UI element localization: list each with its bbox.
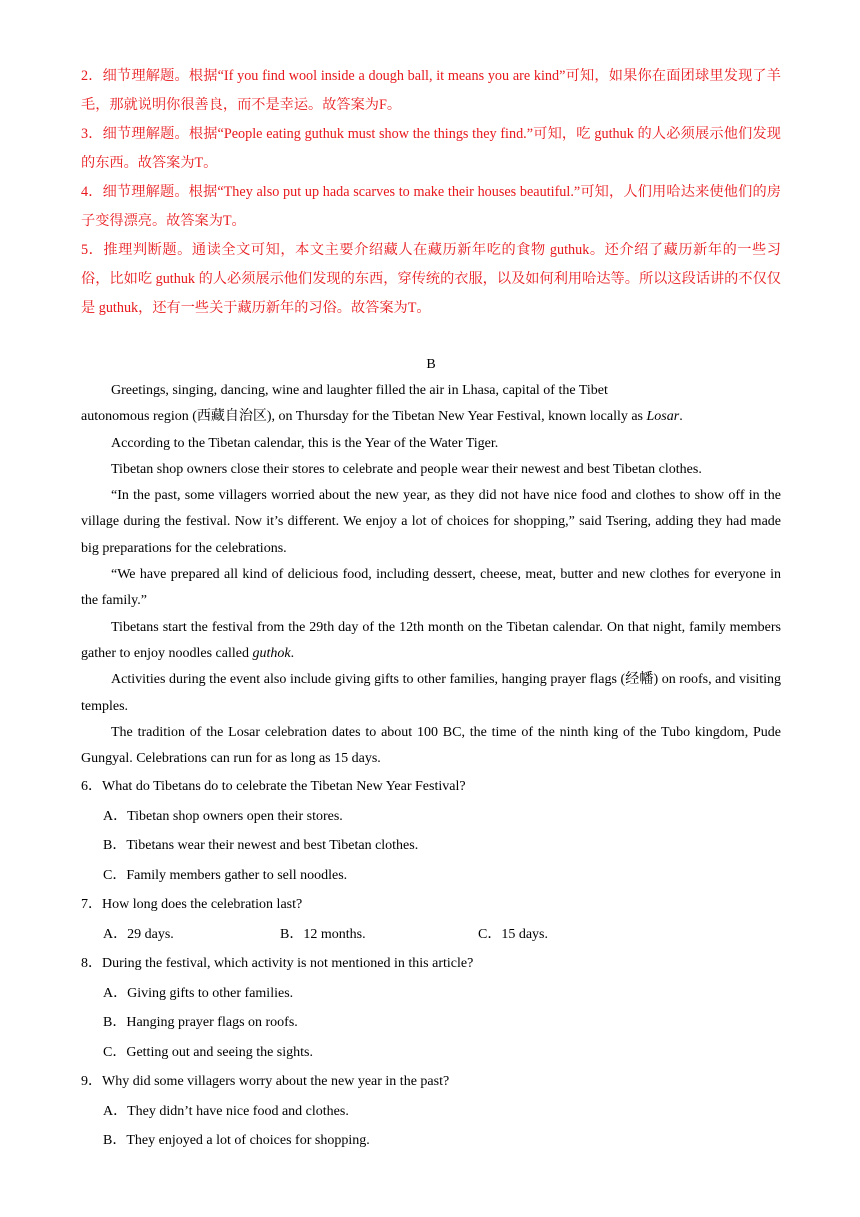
option-b: B．Hanging prayer flags on roofs. (103, 1015, 298, 1031)
question-6 (81, 772, 781, 890)
option-a: A．They didn’t have nice food and clothes. (103, 1103, 349, 1119)
passage-paragraph-2: According to the Tibetan calendar, this is the Year of the Water Tiger. (111, 435, 499, 451)
passage-text: autonomous region (西藏自治区), on Thursday for the Tibetan New Year Festival, known locally as (81, 409, 647, 425)
answer-3: 3．细节理解题。根据“People eating guthuk must show the things they find.”可知，吃 guthuk 的人必须展示他们发现的东西。故答案为T。 (81, 126, 781, 171)
passage-paragraph-3: Tibetan shop owners close their stores to celebrate and people wear their newest and best Tibetan clothes. (111, 461, 702, 477)
passage-paragraph-5: “We have prepared all kind of delicious food, including dessert, cheese, meat, butter and new clothes for everyone in the family.” (81, 567, 781, 609)
term-losar: Losar (646, 409, 680, 425)
option-c: C．15 days. (478, 926, 548, 942)
question-7 (81, 890, 781, 949)
passage-paragraph-8: The tradition of the Losar celebration dates to about 100 BC, the time of the ninth king of the Tubo kingdom, Pude Gungyal. Celebrations can run for as long as 15 days. (81, 724, 781, 767)
document-page (81, 62, 781, 1156)
question-stem: 9．Why did some villagers worry about the new year in the past? (81, 1074, 450, 1090)
question-9 (81, 1067, 781, 1156)
answer-explanations (81, 62, 781, 323)
punctuation: . (679, 409, 683, 425)
option-a: A．29 days. (103, 926, 174, 942)
reading-passage (81, 378, 781, 772)
passage-text: Tibetans start the festival from the 29th day of the 12th month on the Tibetan calendar. On that night, family members gather to enjoy noodles called (81, 619, 781, 661)
section-label: B (426, 357, 436, 372)
option-a: A．Tibetan shop owners open their stores. (103, 808, 343, 824)
answer-4: 4．细节理解题。根据“They also put up hada scarves to make their houses beautiful.”可知，人们用哈达来使他们的房子变得漂亮。故答案为T。 (81, 184, 781, 229)
answer-5: 5．推理判断题。通读全文可知，本文主要介绍藏人在藏历新年吃的食物 guthuk。还介绍了藏历新年的一些习俗，比如吃 guthuk 的人必须展示他们发现的东西，穿传统的衣服，以及如何利用哈达等。所以这段话讲的不仅仅是 guthuk，还有一些关于藏历新年的习俗。故答案为T。 (81, 242, 781, 316)
passage-paragraph-4: “In the past, some villagers worried about the new year, as they did not have nice food and clothes to show off in the village during the festival. Now it’s different. We enjoy a lot of choices for shopping,” said Tsering, adding they had made big preparations for the celebrations. (81, 488, 781, 556)
question-stem: 6．What do Tibetans do to celebrate the Tibetan New Year Festival? (81, 779, 466, 795)
option-b: B．12 months. (280, 926, 366, 942)
passage-paragraph-7: Activities during the event also include giving gifts to other families, hanging prayer flags (经幡) on roofs, and visiting temples. (81, 672, 781, 714)
answer-2: 2．细节理解题。根据“If you find wool inside a dough ball, it means you are kind”可知，如果你在面团球里发现了羊毛，那就说明你很善良，而不是幸运。故答案为F。 (81, 68, 781, 113)
question-stem: 8．During the festival, which activity is not mentioned in this article? (81, 956, 474, 972)
option-b: B．Tibetans wear their newest and best Tibetan clothes. (103, 838, 419, 854)
option-c: C．Getting out and seeing the sights. (103, 1044, 313, 1060)
question-stem: 7．How long does the celebration last? (81, 897, 303, 913)
question-8 (81, 949, 781, 1067)
option-b: B．They enjoyed a lot of choices for shopping. (103, 1133, 370, 1149)
option-c: C．Family members gather to sell noodles. (103, 867, 348, 883)
term-guthok: guthok (252, 645, 291, 661)
passage-paragraph-1a: Greetings, singing, dancing, wine and laughter filled the air in Lhasa, capital of the Tibet (111, 383, 608, 398)
passage-paragraph-1b (81, 404, 781, 430)
passage-paragraph-6 (81, 615, 781, 668)
option-row (81, 920, 781, 950)
option-a: A．Giving gifts to other families. (103, 985, 294, 1001)
punctuation: . (290, 645, 295, 661)
